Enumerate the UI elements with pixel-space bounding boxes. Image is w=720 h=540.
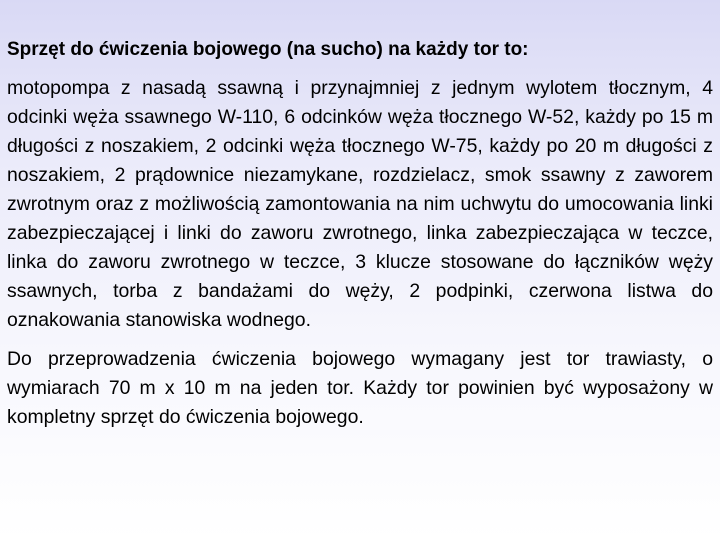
track-requirements-paragraph: Do przeprowadzenia ćwiczenia bojowego wymagany jest tor trawiasty, o wymiarach 70 m x 10 m na jeden tor. Każdy tor powinien być wyposażony w kompletny sprzęt do ćwiczenia bojowego.: [7, 348, 713, 428]
equipment-paragraph: motopompa z nasadą ssawną i przynajmniej z jednym wylotem tłocznym, 4 odcinki węża ssawnego W-110, 6 odcinków węża tłocznego W-52, każdy po 15 m długości z noszakiem, 2 odcinki węża tłocznego W-75, każdy po 20 m długości z noszakiem, 2 prądownice niezamykane, rozdzielacz, smok ssawny z zaworem zwrotnym oraz z możliwością zamontowania na nim uchwytu do umocowania linki zabezpieczającej i linki do zaworu zwrotnego, linka zabezpieczająca w teczce, linka do zaworu zwrotnego w teczce, 3 klucze stosowane do łączników węży ssawnych, torba z bandażami do węży, 2 podpinki, czerwona listwa do oznakowania stanowiska wodnego.: [7, 77, 713, 331]
slide-title: Sprzęt do ćwiczenia bojowego (na sucho) na każdy tor to:: [7, 39, 529, 60]
slide-content: [7, 38, 713, 432]
